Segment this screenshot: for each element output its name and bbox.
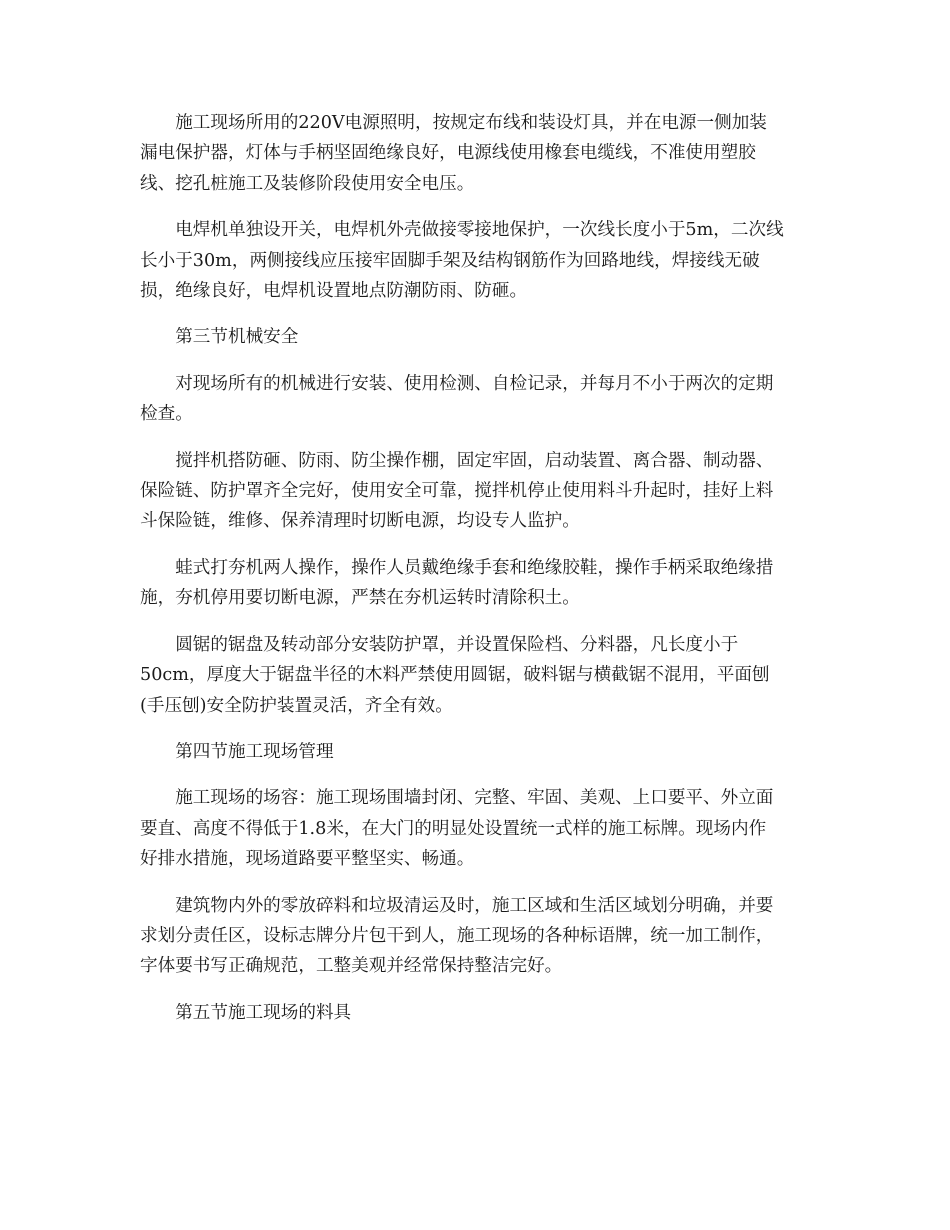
paragraph-machine-inspection bbox=[140, 369, 815, 430]
text-line: 检查。 bbox=[140, 404, 193, 425]
text-line: 电焊机单独设开关，电焊机外壳做接零接地保护，一次线长度小于5m，二次线 bbox=[175, 220, 784, 241]
text-line: 施工现场的场容：施工现场围墙封闭、完整、牢固、美观、上口要平、外立面 bbox=[175, 788, 774, 809]
text-line: 要直、高度不得低于1.8米，在大门的明显处设置统一式样的施工标牌。现场内作 bbox=[140, 818, 767, 839]
paragraph-circular-saw bbox=[140, 630, 815, 721]
text-line: 好排水措施，现场道路要平整坚实、畅通。 bbox=[140, 849, 475, 870]
heading-text: 第三节机械安全 bbox=[175, 327, 299, 348]
text-line: 长小于30m，两侧接线应压接牢固脚手架及结构钢筋作为回路地线，焊接线无破 bbox=[140, 250, 760, 271]
text-line: 线、挖孔桩施工及装修阶段使用安全电压。 bbox=[140, 173, 475, 194]
heading-text: 第五节施工现场的料具 bbox=[175, 1002, 352, 1023]
text-line: 漏电保护器，灯体与手柄坚固绝缘良好，电源线使用橡套电缆线，不准使用塑胶 bbox=[140, 143, 756, 164]
text-line: 圆锯的锯盘及转动部分安装防护罩，并设置保险档、分料器，凡长度小于 bbox=[175, 634, 739, 655]
text-line: 施，夯机停用要切断电源，严禁在夯机运转时清除积土。 bbox=[140, 588, 580, 609]
paragraph-mixer bbox=[140, 446, 815, 537]
text-line: 字体要书写正确规范，工整美观并经常保持整洁完好。 bbox=[140, 956, 563, 977]
text-line: 损，绝缘良好，电焊机设置地点防潮防雨、防砸。 bbox=[140, 281, 528, 302]
paragraph-welding bbox=[140, 215, 815, 306]
paragraph-site-appearance bbox=[140, 783, 815, 874]
text-line: 蛙式打夯机两人操作，操作人员戴绝缘手套和绝缘胶鞋，操作手柄采取绝缘措 bbox=[175, 557, 774, 578]
text-line: 对现场所有的机械进行安装、使用检测、自检记录，并每月不小于两次的定期 bbox=[175, 373, 774, 394]
paragraph-rammer bbox=[140, 553, 815, 614]
text-line: 斗保险链，维修、保养清理时切断电源，均设专人监护。 bbox=[140, 511, 580, 532]
paragraph-lighting bbox=[140, 108, 815, 199]
document-page bbox=[140, 108, 815, 1028]
text-line: 施工现场所用的220V电源照明，按规定布线和装设灯具，并在电源一侧加装 bbox=[175, 113, 767, 133]
heading-text: 第四节施工现场管理 bbox=[175, 741, 334, 762]
text-line: 保险链、防护罩齐全完好，使用安全可靠，搅拌机停止使用料斗升起时，挂好上料 bbox=[140, 481, 774, 502]
section-heading-site-materials bbox=[140, 998, 815, 1028]
text-line: (手压刨)安全防护装置灵活，齐全有效。 bbox=[140, 695, 453, 716]
text-line: 建筑物内外的零放碎料和垃圾清运及时，施工区域和生活区域划分明确，并要 bbox=[175, 895, 774, 916]
text-line: 求划分责任区，设标志牌分片包干到人，施工现场的各种标语牌，统一加工制作， bbox=[140, 925, 774, 946]
text-line: 搅拌机搭防砸、防雨、防尘操作棚，固定牢固，启动装置、离合器、制动器、 bbox=[175, 450, 774, 471]
section-heading-machine-safety bbox=[140, 322, 815, 352]
section-heading-site-management bbox=[140, 737, 815, 767]
text-line: 50cm，厚度大于锯盘半径的木料严禁使用圆锯，破料锯与横截锯不混用，平面刨 bbox=[140, 665, 770, 686]
paragraph-waste-clearance bbox=[140, 891, 815, 982]
